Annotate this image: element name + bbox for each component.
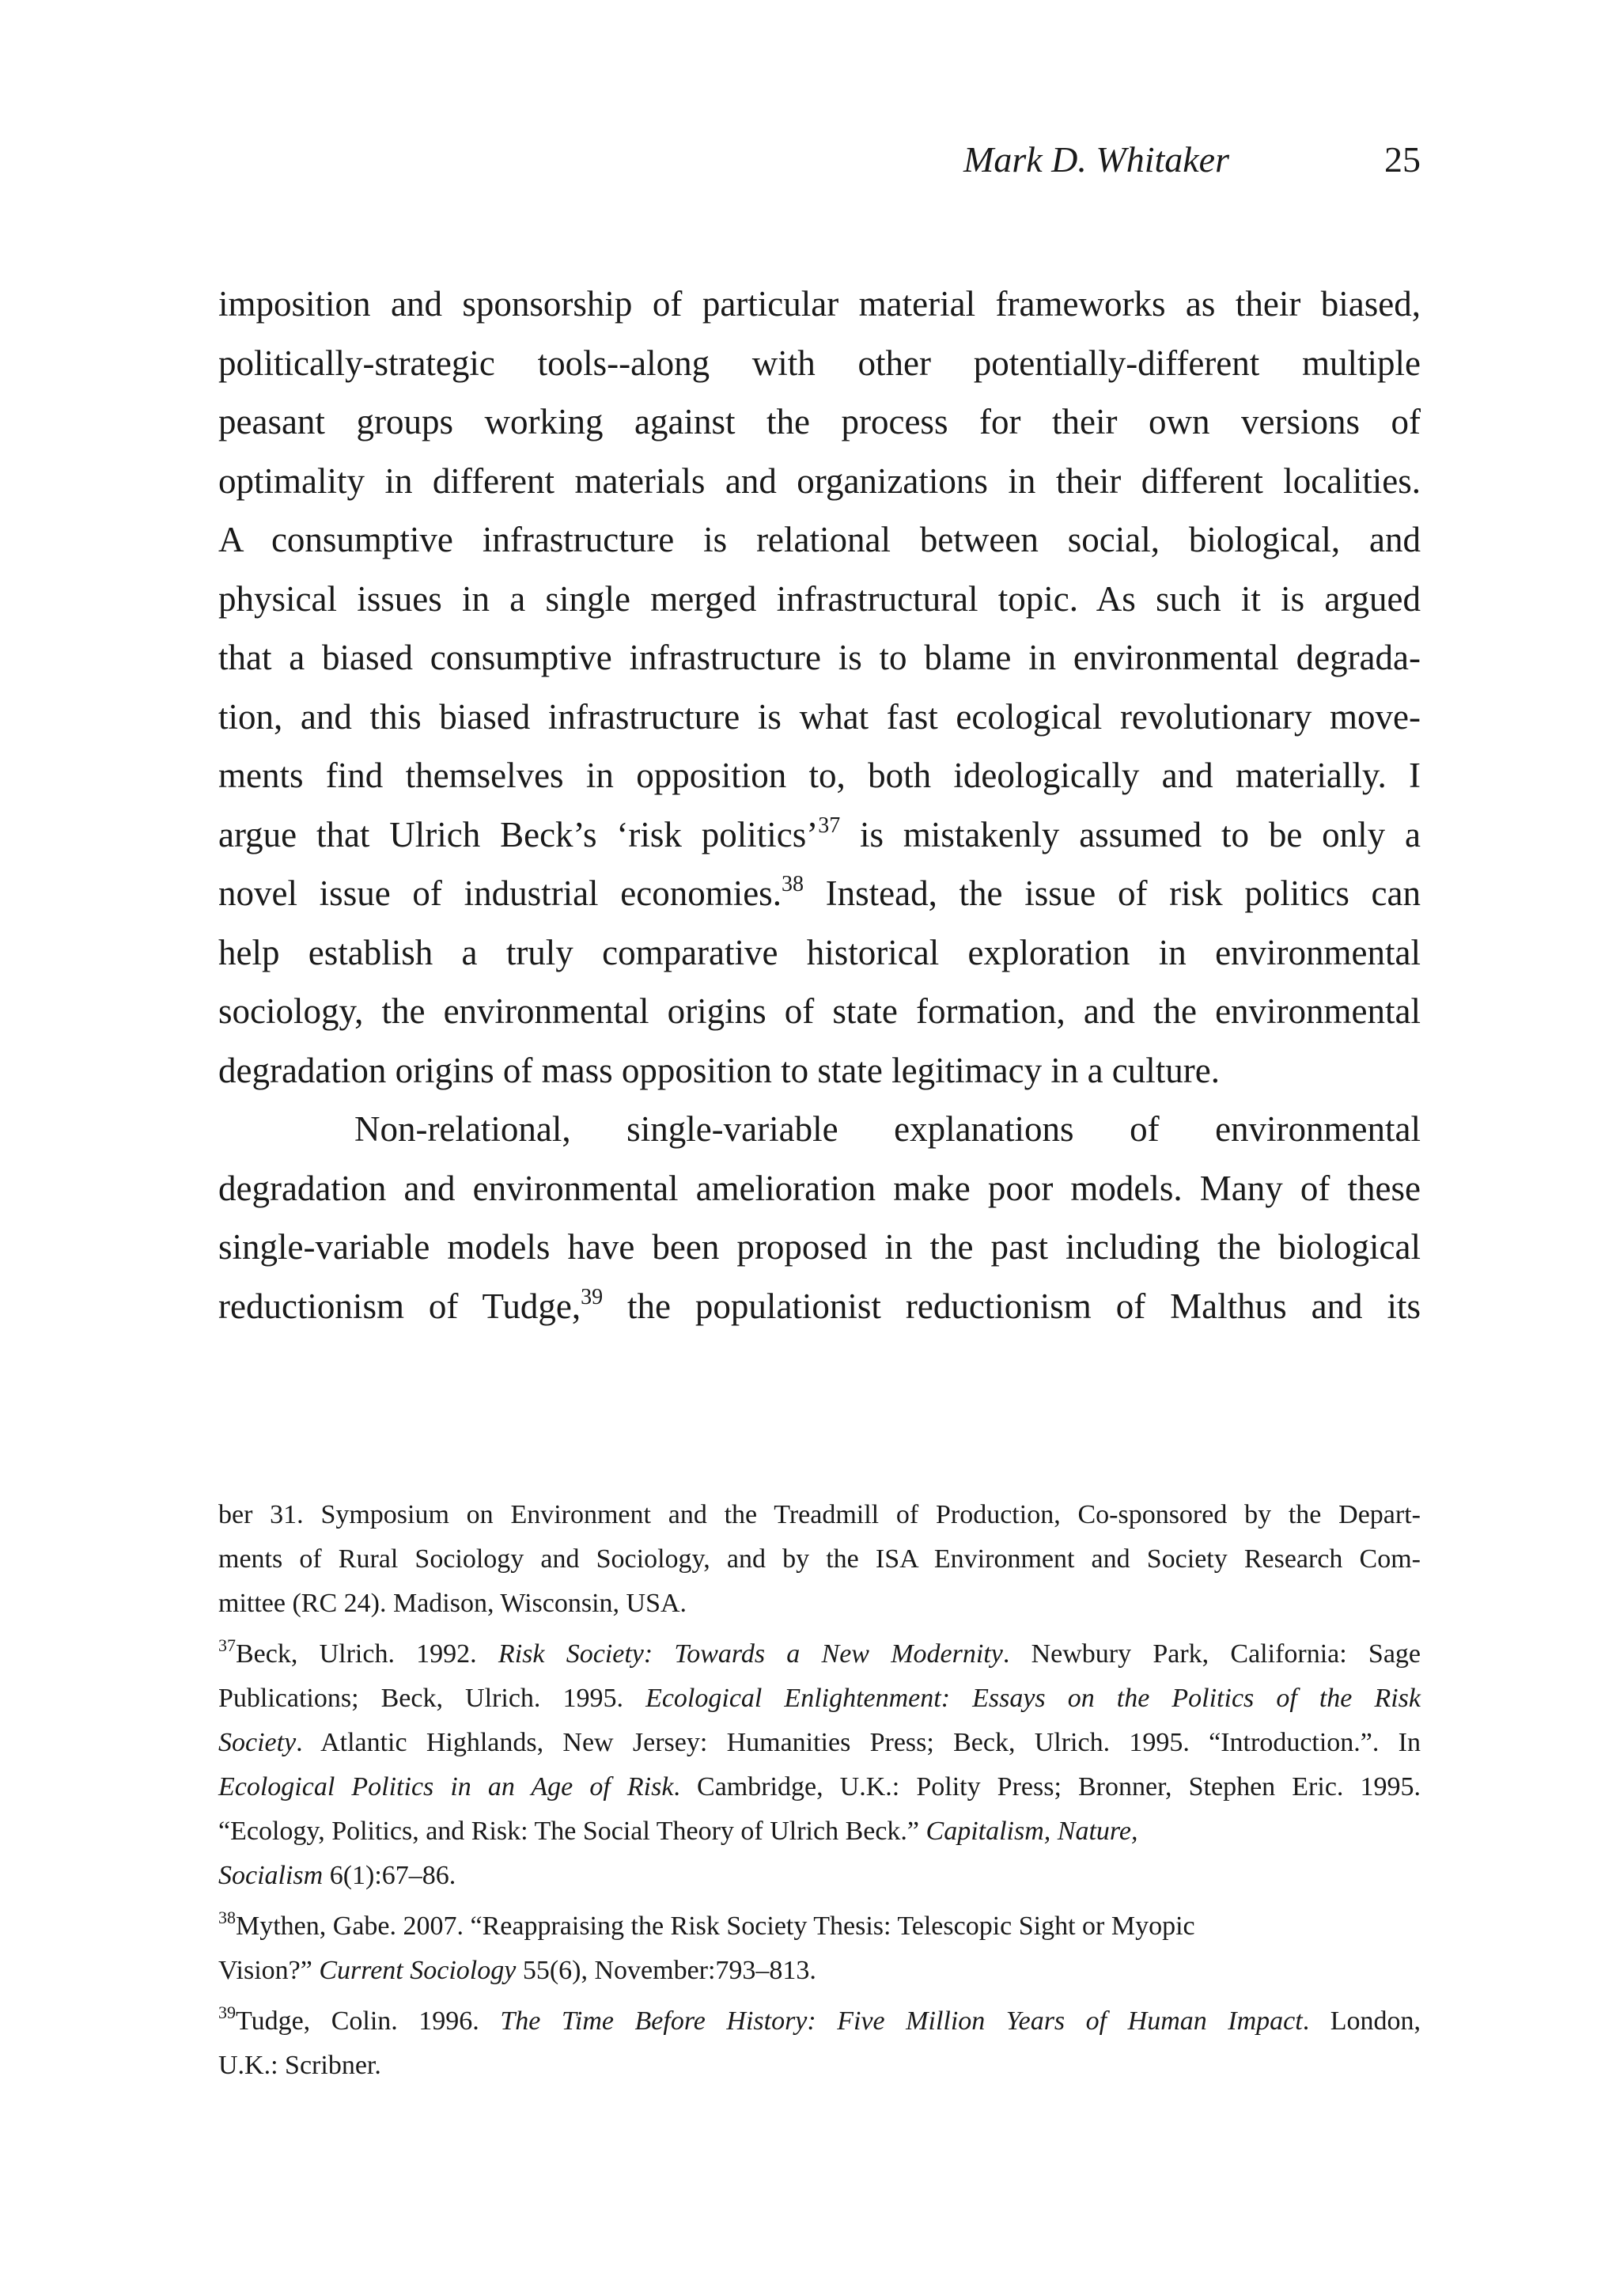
text-run: Instead, the issue of risk politics can: [803, 873, 1421, 913]
text-run: . London,: [1302, 2006, 1421, 2036]
footnote-line: [218, 1904, 1421, 1949]
title-italic: Ecological Enlightenment: Essays on the Politics of the Risk: [645, 1684, 1421, 1713]
footnote-line: [218, 1765, 1421, 1809]
body-line: degradation origins of mass opposition to state legitimacy in a culture.: [218, 1050, 1220, 1090]
body-line: sociology, the environmental origins of state formation, and the environmental: [218, 991, 1421, 1031]
body-line: degradation and environmental amelioration make poor models. Many of these: [218, 1168, 1421, 1208]
body-line: help establish a truly comparative historical exploration in environmental: [218, 932, 1421, 972]
footnote-line: mittee (RC 24). Madison, Wisconsin, USA.: [218, 1589, 687, 1618]
footnote-number: 38: [218, 1908, 236, 1927]
footnote-line: [218, 1999, 1421, 2044]
text-run: “Ecology, Politics, and Risk: The Social Theory of Ulrich Beck.”: [218, 1817, 926, 1846]
title-italic: Capitalism, Nature,: [925, 1817, 1138, 1846]
body-line: imposition and sponsorship of particular material frameworks as their biased,: [218, 284, 1421, 324]
footnote-line: [218, 1854, 1421, 1898]
text-run: . Atlantic Highlands, New Jersey: Humanities Press; Beck, Ulrich. 1995. “Introduction.”. In: [296, 1728, 1421, 1757]
footnote-line: ber 31. Symposium on Environment and the Treadmill of Production, Co-sponsored by the Depart-: [218, 1500, 1421, 1529]
body-line-with-note-37: [218, 805, 1421, 865]
body-line-with-note-38: [218, 864, 1421, 923]
text-run: is mistakenly assumed to be only a: [840, 814, 1421, 854]
text-run: novel issue of industrial economies.: [218, 873, 782, 913]
running-head: [218, 136, 1421, 184]
text-run: Publications; Beck, Ulrich. 1995.: [218, 1684, 646, 1713]
title-italic: The Time Before History: Five Million Years of Human Impact: [500, 2006, 1303, 2036]
body-line: optimality in different materials and organizations in their different localities.: [218, 460, 1421, 501]
footnotes: [218, 1493, 1421, 2094]
footnote-38: [218, 1904, 1421, 1993]
footnote-line: [218, 1721, 1421, 1765]
text-run: 6(1):67–86.: [323, 1861, 456, 1890]
footnote-line: [218, 1809, 1421, 1854]
footnote-line: [218, 1949, 1421, 1993]
footnote-continuation: [218, 1493, 1421, 1626]
title-italic: Socialism: [218, 1861, 324, 1890]
page-number: 25: [1384, 139, 1421, 180]
text-run: Vision?”: [218, 1956, 320, 1985]
text-run: . Newbury Park, California: Sage: [1002, 1639, 1421, 1669]
footnote-37: [218, 1632, 1421, 1898]
body-line: tion, and this biased infrastructure is what fast ecological revolutionary move-: [218, 696, 1421, 737]
footnote-39: [218, 1999, 1421, 2088]
title-italic: Ecological Politics in an Age of Risk: [218, 1772, 674, 1802]
footnote-number: 37: [218, 1635, 236, 1655]
footnote-number: 39: [218, 2002, 236, 2022]
body-line-paragraph-start: Non-relational, single-variable explanations of environmental: [354, 1109, 1421, 1149]
footnote-ref-37[interactable]: 37: [818, 813, 841, 838]
footnote-ref-38[interactable]: 38: [781, 872, 804, 896]
title-italic: Society: [218, 1728, 297, 1757]
text-run: Beck, Ulrich. 1992.: [236, 1639, 498, 1669]
footnote-ref-39[interactable]: 39: [581, 1284, 604, 1309]
title-italic: Risk Society: Towards a New Modernity: [498, 1639, 1003, 1669]
text-run: argue that Ulrich Beck’s ‘risk politics’: [218, 814, 819, 854]
text-run: Mythen, Gabe. 2007. “Reappraising the Risk Society Thesis: Telescopic Sight or Myopic: [236, 1911, 1195, 1941]
body-line: physical issues in a single merged infrastructural topic. As such it is argued: [218, 578, 1421, 619]
body-line: peasant groups working against the process for their own versions of: [218, 402, 1421, 441]
footnote-line: [218, 1677, 1421, 1721]
body-line-with-note-39: [218, 1277, 1421, 1336]
text-run: 55(6), November:793–813.: [516, 1956, 816, 1985]
footnote-line: U.K.: Scribner.: [218, 2051, 381, 2080]
body-line: A consumptive infrastructure is relational between social, biological, and: [218, 520, 1421, 559]
text-run: the populationist reductionism of Malthus and its: [603, 1286, 1421, 1326]
footnote-line: [218, 1632, 1421, 1677]
title-italic: Current Sociology: [319, 1956, 517, 1985]
body-line: ments find themselves in opposition to, both ideologically and materially. I: [218, 756, 1421, 795]
footnote-line: ments of Rural Sociology and Sociology, and by the ISA Environment and Society Research Com-: [218, 1544, 1421, 1574]
body-line: that a biased consumptive infrastructure is to blame in environmental degrada-: [218, 638, 1421, 677]
text-run: Tudge, Colin. 1996.: [236, 2006, 501, 2036]
text-run: reductionism of Tudge,: [218, 1286, 581, 1326]
body-text: [218, 275, 1421, 1336]
body-line: single-variable models have been proposed in the past including the biological: [218, 1227, 1421, 1267]
body-line: politically-strategic tools--along with other potentially-different multiple: [218, 343, 1421, 383]
text-run: . Cambridge, U.K.: Polity Press; Bronner, Stephen Eric. 1995.: [673, 1772, 1421, 1802]
running-head-author: Mark D. Whitaker: [963, 139, 1229, 180]
